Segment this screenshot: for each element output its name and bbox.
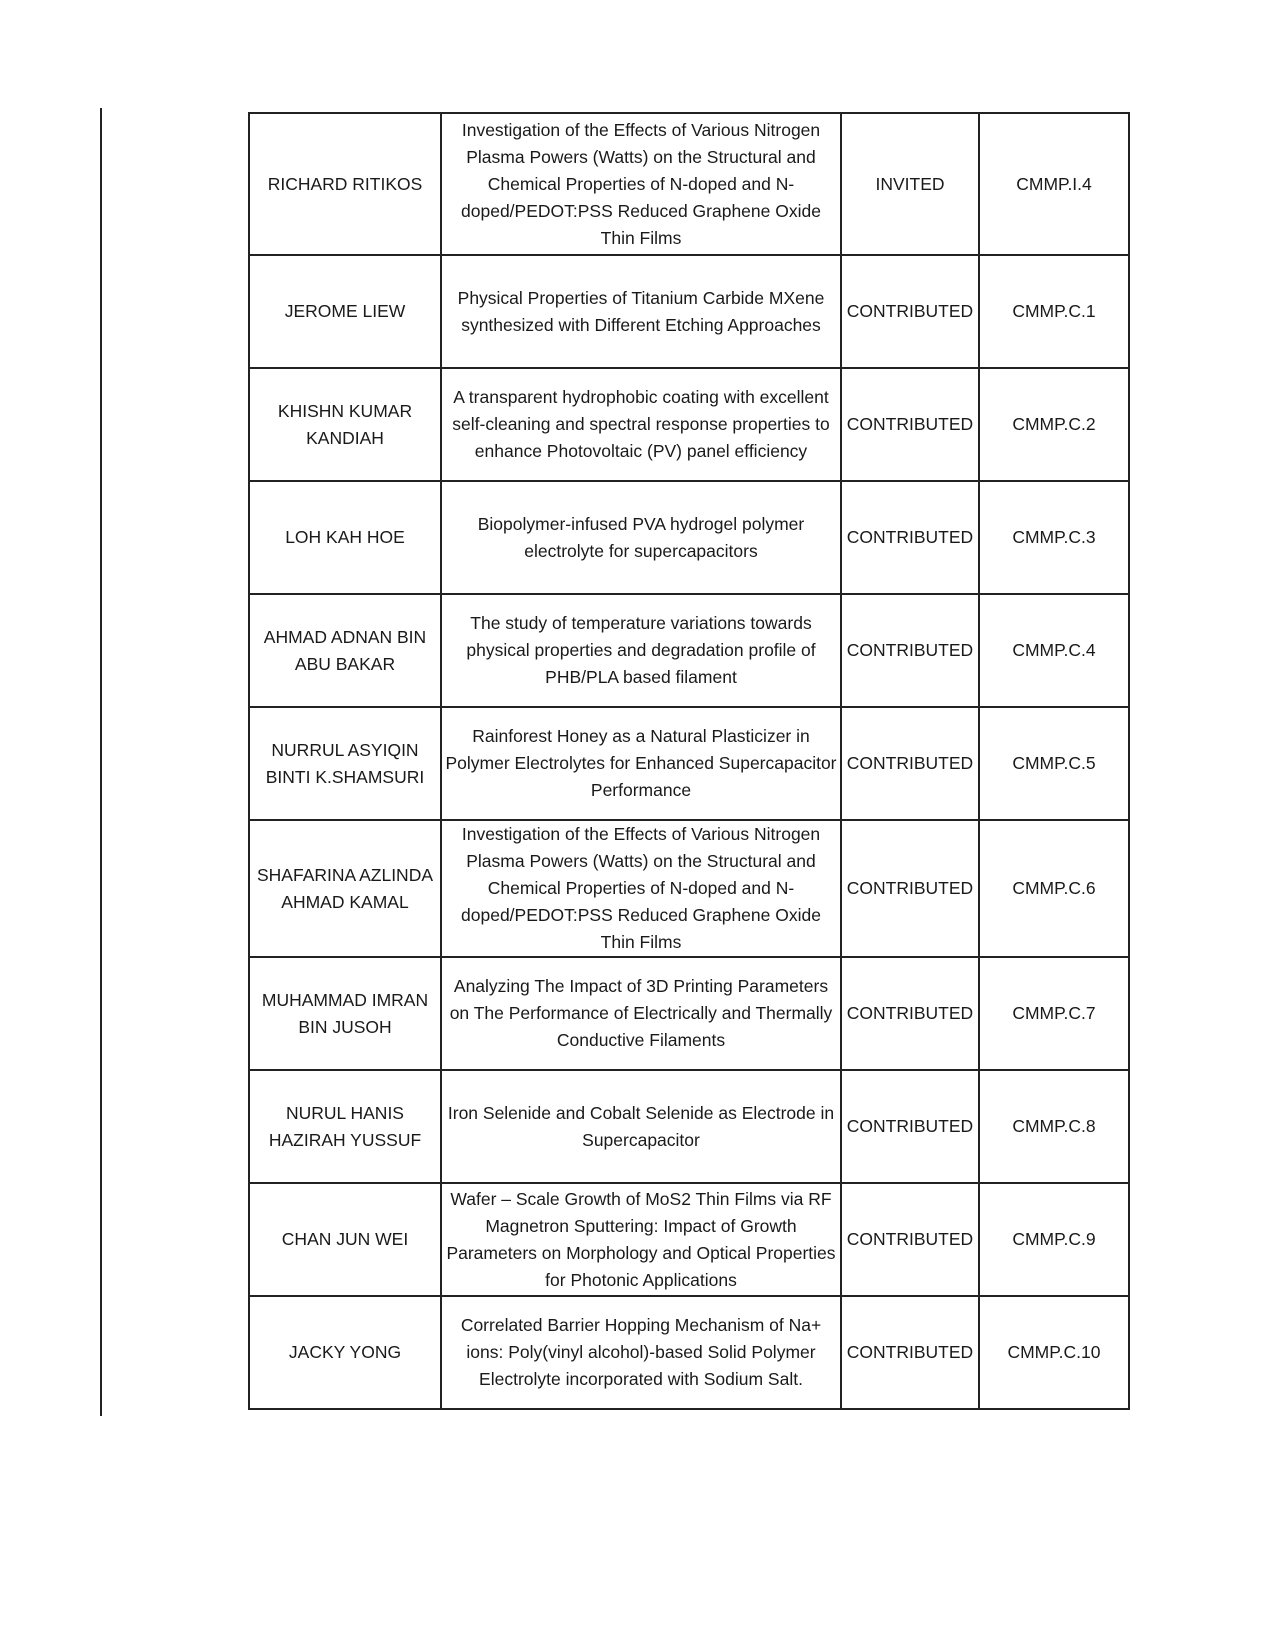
presenter-name: MUHAMMAD IMRAN BIN JUSOH xyxy=(249,957,441,1070)
paper-code: CMMP.C.1 xyxy=(979,255,1129,368)
presentation-type: CONTRIBUTED xyxy=(841,481,979,594)
paper-code: CMMP.C.4 xyxy=(979,594,1129,707)
presenter-name: NURRUL ASYIQIN BINTI K.SHAMSURI xyxy=(249,707,441,820)
table-row xyxy=(249,368,1129,481)
table-row xyxy=(249,1183,1129,1296)
table-row xyxy=(249,255,1129,368)
paper-title: The study of temperature variations towards physical properties and degradation profile of PHB/PLA based filament xyxy=(441,594,841,707)
presenter-name: LOH KAH HOE xyxy=(249,481,441,594)
presenter-name: KHISHN KUMAR KANDIAH xyxy=(249,368,441,481)
presenter-name: RICHARD RITIKOS xyxy=(249,113,441,255)
presenter-name: NURUL HANIS HAZIRAH YUSSUF xyxy=(249,1070,441,1183)
paper-code: CMMP.C.9 xyxy=(979,1183,1129,1296)
presenter-name: JACKY YONG xyxy=(249,1296,441,1409)
table-row xyxy=(249,707,1129,820)
presenter-name: JEROME LIEW xyxy=(249,255,441,368)
paper-code: CMMP.C.10 xyxy=(979,1296,1129,1409)
table-row xyxy=(249,481,1129,594)
paper-title: Investigation of the Effects of Various Nitrogen Plasma Powers (Watts) on the Structural and Chemical Properties of N-doped and N-doped/PEDOT:PSS Reduced Graphene Oxide Thin Films xyxy=(441,113,841,255)
paper-code: CMMP.I.4 xyxy=(979,113,1129,255)
presentation-type: CONTRIBUTED xyxy=(841,1296,979,1409)
presenter-name: CHAN JUN WEI xyxy=(249,1183,441,1296)
presenter-name: SHAFARINA AZLINDA AHMAD KAMAL xyxy=(249,820,441,957)
presentation-type: CONTRIBUTED xyxy=(841,957,979,1070)
presentation-type: CONTRIBUTED xyxy=(841,707,979,820)
paper-title: Physical Properties of Titanium Carbide MXene synthesized with Different Etching Approaches xyxy=(441,255,841,368)
presenter-name: AHMAD ADNAN BIN ABU BAKAR xyxy=(249,594,441,707)
presentation-type: CONTRIBUTED xyxy=(841,1183,979,1296)
presentation-type: INVITED xyxy=(841,113,979,255)
table-row xyxy=(249,1070,1129,1183)
presentation-type: CONTRIBUTED xyxy=(841,820,979,957)
paper-title: Correlated Barrier Hopping Mechanism of Na+ ions: Poly(vinyl alcohol)-based Solid Polymer Electrolyte incorporated with Sodium Salt. xyxy=(441,1296,841,1409)
paper-code: CMMP.C.8 xyxy=(979,1070,1129,1183)
paper-title: Biopolymer-infused PVA hydrogel polymer electrolyte for supercapacitors xyxy=(441,481,841,594)
paper-title: Rainforest Honey as a Natural Plasticizer in Polymer Electrolytes for Enhanced Supercapacitor Performance xyxy=(441,707,841,820)
paper-code: CMMP.C.6 xyxy=(979,820,1129,957)
presentation-type: CONTRIBUTED xyxy=(841,1070,979,1183)
paper-code: CMMP.C.2 xyxy=(979,368,1129,481)
table-row xyxy=(249,594,1129,707)
paper-title: A transparent hydrophobic coating with excellent self-cleaning and spectral response properties to enhance Photovoltaic (PV) panel efficiency xyxy=(441,368,841,481)
presentation-type: CONTRIBUTED xyxy=(841,255,979,368)
left-margin-rule xyxy=(100,108,102,1416)
paper-title: Investigation of the Effects of Various Nitrogen Plasma Powers (Watts) on the Structural and Chemical Properties of N-doped and N-doped/PEDOT:PSS Reduced Graphene Oxide Thin Films xyxy=(441,820,841,957)
table-row xyxy=(249,820,1129,957)
paper-title: Iron Selenide and Cobalt Selenide as Electrode in Supercapacitor xyxy=(441,1070,841,1183)
presentation-type: CONTRIBUTED xyxy=(841,594,979,707)
paper-title: Analyzing The Impact of 3D Printing Parameters on The Performance of Electrically and Thermally Conductive Filaments xyxy=(441,957,841,1070)
presentation-type: CONTRIBUTED xyxy=(841,368,979,481)
paper-code: CMMP.C.7 xyxy=(979,957,1129,1070)
paper-code: CMMP.C.3 xyxy=(979,481,1129,594)
table-row xyxy=(249,113,1129,255)
paper-code: CMMP.C.5 xyxy=(979,707,1129,820)
table-row xyxy=(249,957,1129,1070)
presentation-schedule-table xyxy=(248,112,1130,1410)
table-row xyxy=(249,1296,1129,1409)
paper-title: Wafer – Scale Growth of MoS2 Thin Films via RF Magnetron Sputtering: Impact of Growth Parameters on Morphology and Optical Properties for Photonic Applications xyxy=(441,1183,841,1296)
